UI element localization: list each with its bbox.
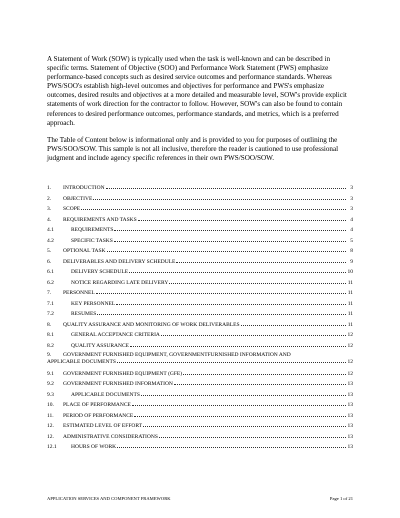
toc-entry-number: 9.3 xyxy=(47,391,54,398)
toc-leader-dots xyxy=(81,205,346,210)
toc-entry-page: 13 xyxy=(347,423,353,430)
toc-entry-page: 13 xyxy=(347,412,353,419)
toc-leader-dots xyxy=(130,342,346,347)
toc-leader-dots xyxy=(129,268,346,273)
toc-leader-dots xyxy=(106,184,346,189)
toc-entry[interactable] xyxy=(47,279,353,290)
toc-entry-number: 7. xyxy=(47,290,52,297)
toc-entry-page: 11 xyxy=(347,321,353,328)
toc-entry-page: 11 xyxy=(347,279,353,286)
toc-entry-title: NOTICE REGARDING LATE DELIVERY xyxy=(71,279,169,286)
toc-entry[interactable] xyxy=(47,331,353,342)
toc-entry-page: 13 xyxy=(347,402,353,409)
toc-entry-title: ADMINISTRATIVE CONSIDERATIONS xyxy=(63,433,158,440)
toc-entry-page: 4 xyxy=(350,216,353,223)
toc-entry-page: 11 xyxy=(347,300,353,307)
toc-leader-dots xyxy=(174,380,346,385)
toc-entry-number: 6.1 xyxy=(47,269,54,276)
page-footer xyxy=(47,496,353,501)
toc-entry-number: 7.2 xyxy=(47,311,54,318)
toc-leader-dots xyxy=(116,300,346,305)
toc-leader-dots xyxy=(138,216,346,221)
toc-entry-title-continued: APPLICABLE DOCUMENTS xyxy=(47,359,116,366)
toc-entry-number: 4.1 xyxy=(47,227,54,234)
toc-entry[interactable] xyxy=(47,422,353,433)
toc-entry[interactable] xyxy=(47,300,353,311)
toc-entry-title: QUALITY ASSURANCE xyxy=(71,342,130,349)
toc-entry[interactable] xyxy=(47,195,353,206)
toc-entry-title: PERSONNEL xyxy=(63,290,95,297)
toc-entry-page: 3 xyxy=(350,206,353,213)
toc-entry-title: RESUMES xyxy=(71,311,97,318)
toc-entry-page: 9 xyxy=(350,258,353,265)
toc-entry-number: 11. xyxy=(47,412,54,419)
toc-entry-page: 3 xyxy=(350,185,353,192)
toc-entry-number: 1. xyxy=(47,185,52,192)
page-number: Page 1 of 21 xyxy=(329,496,353,501)
toc-leader-dots xyxy=(96,289,346,294)
toc-entry[interactable] xyxy=(47,205,353,216)
toc-entry[interactable] xyxy=(47,342,353,353)
toc-entry-title: OPTIONAL TASK xyxy=(63,248,106,255)
toc-entry[interactable] xyxy=(47,247,353,258)
table-of-contents xyxy=(47,184,353,454)
toc-leader-dots xyxy=(117,443,346,448)
toc-leader-dots xyxy=(114,226,346,231)
toc-entry-number: 6.2 xyxy=(47,279,54,286)
toc-entry[interactable] xyxy=(47,321,353,332)
toc-leader-dots xyxy=(159,433,346,438)
toc-entry-number: 7.1 xyxy=(47,300,54,307)
toc-entry-title: HOURS OF WORK xyxy=(71,444,117,451)
toc-entry-number: 12. xyxy=(47,433,54,440)
toc-entry-title: PLACE OF PERFORMANCE xyxy=(63,402,131,409)
toc-leader-dots xyxy=(141,391,346,396)
toc-entry-page: 13 xyxy=(347,381,353,388)
toc-entry-page: 12 xyxy=(347,332,353,339)
toc-entry-page: 13 xyxy=(347,444,353,451)
toc-entry-title: QUALITY ASSURANCE AND MONITORING OF WORK DELIVERABLES xyxy=(63,321,240,328)
toc-leader-dots xyxy=(143,422,346,427)
toc-entry[interactable] xyxy=(47,184,353,195)
toc-entry-title: GOVERNMENT FURNISHED INFORMATION xyxy=(63,381,173,388)
toc-entry[interactable] xyxy=(47,226,353,237)
toc-leader-dots xyxy=(93,195,346,200)
toc-entry-number: 4. xyxy=(47,216,52,223)
toc-entry-page: 5 xyxy=(350,237,353,244)
toc-entry-number: 6. xyxy=(47,258,52,265)
toc-entry-number: 8.1 xyxy=(47,332,54,339)
toc-entry[interactable] xyxy=(47,380,353,391)
toc-entry-page: 12 xyxy=(347,370,353,377)
toc-entry-number: 2. xyxy=(47,195,52,202)
toc-entry-page: 11 xyxy=(347,290,353,297)
toc-entry-title: KEY PERSONNEL xyxy=(71,300,116,307)
toc-entry-number: 9.2 xyxy=(47,381,54,388)
toc-entry[interactable] xyxy=(47,289,353,300)
toc-entry-title: GENERAL ACCEPTANCE CRITERIA xyxy=(71,332,160,339)
toc-entry-number: 9.1 xyxy=(47,370,54,377)
toc-entry-title: INTRODUCTION xyxy=(63,185,105,192)
toc-leader-dots xyxy=(134,412,346,417)
toc-entry-title: GOVERNMENT FURNISHED EQUIPMENT, GOVERNMENTFURNISHED INFORMATION AND xyxy=(63,352,291,359)
toc-entry[interactable] xyxy=(47,268,353,279)
toc-entry[interactable] xyxy=(47,401,353,412)
toc-entry[interactable] xyxy=(47,370,353,381)
toc-entry-page: 10 xyxy=(347,269,353,276)
toc-entry-number: 5. xyxy=(47,248,52,255)
toc-leader-dots xyxy=(114,237,346,242)
toc-entry-title: DELIVERABLES AND DELIVERY SCHEDULE xyxy=(63,258,176,265)
toc-entry[interactable] xyxy=(47,391,353,402)
toc-entry-title: APPLICABLE DOCUMENTS xyxy=(71,391,140,398)
toc-entry-page: 12 xyxy=(347,359,353,366)
toc-entry-number: 12.1 xyxy=(47,444,57,451)
toc-leader-dots xyxy=(241,321,346,326)
toc-entry-number: 8.2 xyxy=(47,342,54,349)
toc-entry-title: ESTIMATED LEVEL OF EFFORT xyxy=(63,423,143,430)
toc-entry-page: 4 xyxy=(350,227,353,234)
toc-entry-title: DELIVERY SCHEDULE xyxy=(71,269,129,276)
toc-entry-number: 3. xyxy=(47,206,52,213)
toc-entry-number: 10. xyxy=(47,402,54,409)
toc-entry-page: 13 xyxy=(347,433,353,440)
toc-entry-title: SPECIFIC TASKS xyxy=(71,237,113,244)
toc-entry-page: 3 xyxy=(350,195,353,202)
toc-entry-title: GOVERNMENT FURNISHED EQUIPMENT (GFE) xyxy=(63,370,183,377)
toc-entry-title: SCOPE xyxy=(63,206,81,213)
toc-leader-dots xyxy=(183,370,346,375)
toc-leader-dots xyxy=(176,258,346,263)
footer-title: APPLICATION SERVICES AND COMPONENT FRAMEWORK xyxy=(47,496,171,501)
toc-entry-title: REQUIREMENTS xyxy=(71,227,114,234)
toc-entry[interactable] xyxy=(47,310,353,321)
intro-paragraph-2: The Table of Content below is informational only and is provided to you for purposes of outlining the PWS/SOO/SOW. This sample is not all inclusive, therefore the reader is cautioned to use professional judgment and include agency specific references in their own PWS/SOO/SOW. xyxy=(47,135,339,162)
toc-entry[interactable] xyxy=(47,258,353,269)
toc-leader-dots xyxy=(161,331,346,336)
toc-entry-page: 12 xyxy=(347,342,353,349)
toc-entry[interactable] xyxy=(47,433,353,444)
toc-entry-number: 9. xyxy=(47,352,52,359)
toc-entry-number: 8. xyxy=(47,321,52,328)
toc-entry[interactable] xyxy=(47,412,353,423)
toc-entry-page: 13 xyxy=(347,391,353,398)
toc-entry-title: OBJECTIVE xyxy=(63,195,93,202)
toc-leader-dots xyxy=(169,279,346,284)
toc-entry[interactable] xyxy=(47,352,353,370)
toc-entry[interactable] xyxy=(47,443,353,454)
toc-entry[interactable] xyxy=(47,216,353,227)
toc-entry-page: 11 xyxy=(347,311,353,318)
toc-entry-title: REQUIREMENTS AND TASKS xyxy=(63,216,137,223)
toc-leader-dots xyxy=(117,358,346,363)
toc-leader-dots xyxy=(132,401,346,406)
toc-leader-dots xyxy=(107,247,347,252)
toc-entry[interactable] xyxy=(47,237,353,248)
intro-paragraph-1: A Statement of Work (SOW) is typically used when the task is well-known and can be described in specific terms. Statement of Objective (SOO) and Performance Work Statement (PWS) emphasize performance-based concepts such as desired service outcomes and performance standards. Whereas PWS/SOO's establish high-level outcomes and objectives for performance and PWS's emphasize outcomes, desired results and objectives at a more detailed and measurable level, SOW's provide explicit statements of work direction for the contractor to follow. However, SOW's can also be found to contain references to desired performance outcomes, performance standards, and metrics, which is a preferred approach. xyxy=(47,55,347,127)
toc-entry-number: 4.2 xyxy=(47,237,54,244)
toc-entry-page: 8 xyxy=(350,248,353,255)
toc-leader-dots xyxy=(97,310,346,315)
toc-entry-number: 12. xyxy=(47,423,54,430)
toc-entry-title: PERIOD OF PERFORMANCE xyxy=(63,412,134,419)
